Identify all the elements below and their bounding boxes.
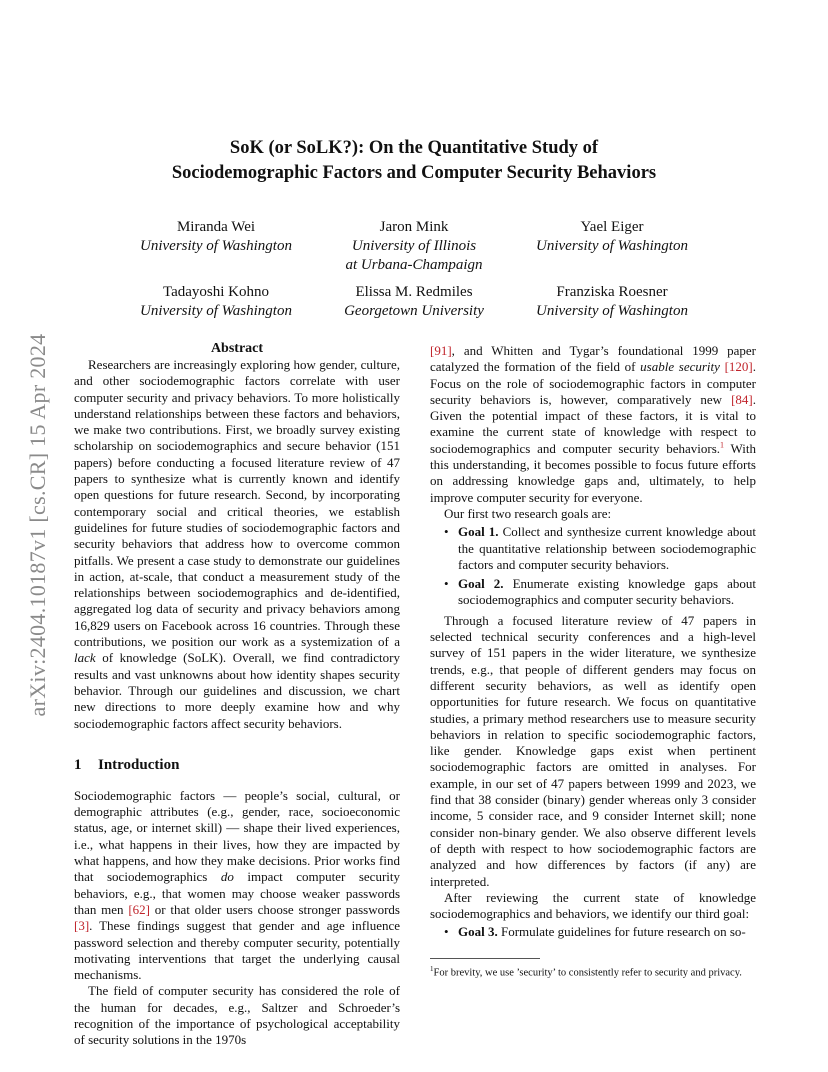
goal-item: • Goal 1. Collect and synthesize current knowledge about the quantitative relationship between sociodemographic factors and computer security behaviors. [444, 524, 756, 572]
title-line-1: SoK (or SoLK?): On the Quantitative Study of [229, 138, 599, 158]
section-heading-introduction [74, 756, 400, 774]
abstract-heading: Abstract [210, 341, 264, 356]
abstract-text: Researchers are increasingly exploring how gender, culture, and other sociodemographic factors correlate with user computer security and privacy behaviors. To more holistically understand relationships between these factors and behaviors, we make two contributions. First, we broadly survey existing scholarship on sociodemographics and secure behavior (151 papers) before conducting a focused literature review of 47 papers to synthesize what is currently known and identify open questions for future research. Second, by incorporating contemporary social and critical theories, we establish guidelines for future studies of sociodemographic factors and security behaviors that address how to overcome common pitfalls. We present a case study to demonstrate our guidelines in action, at-scale, that conduct a measurement study of the relationships between sociodemographics and de-identified, aggregated log data of security and privacy behaviors among 16,829 users on Facebook across 16 countries. Through these contributions, we position our work as a systemization of a [74, 357, 400, 650]
citation-link[interactable]: [120] [724, 359, 753, 375]
goal-text: Enumerate existing knowledge gaps about sociodemographics and computer security behaviors. [458, 576, 756, 608]
goal-item: • Goal 3. Formulate guidelines for future research on so- [444, 924, 746, 940]
text-run: . These findings suggest that gender and age influence password selection and thereby computer security, potentially motivating interventions that target the underlying causal mechanisms. [74, 918, 400, 983]
author-block [299, 283, 529, 321]
text-run: With this understanding, it becomes possible to focus future efforts on addressing knowledge gaps and, ultimately, to help improve computer security for everyone. [430, 440, 756, 505]
goals-list-2 [430, 924, 756, 940]
emphasis: do [220, 869, 234, 885]
intro-paragraph-2-start [74, 983, 400, 1048]
goals-list [430, 524, 756, 608]
intro-paragraph-2-cont [430, 343, 756, 506]
goal-label: Goal 3. [458, 924, 498, 940]
text-run: or that older users choose stronger passwords [149, 901, 400, 917]
intro-paragraph-1 [74, 788, 400, 984]
abstract-text-end: of knowledge (SoLK). Overall, we find contradictory results and vast unknowns about how identity shapes security behavior. Through our guidelines and discussion, we chart new directions to more deeply examine how and why sociodemographic factors affect security behaviors. [74, 650, 400, 731]
goal-text: Formulate guidelines for future research on so- [497, 924, 746, 940]
footnote-marker[interactable]: 1 [720, 440, 725, 450]
author-name: Elissa M. Redmiles [355, 284, 473, 300]
paper-title [120, 136, 708, 186]
abstract-paragraph [74, 357, 400, 732]
goal-label: Goal 2. [458, 576, 504, 592]
text-run: The field of computer security has considered the role of the human for decades, e.g., Saltzer and Schroeder’s recognition of the importance of psychological acceptability of security solutions in the 1970s [74, 983, 400, 1048]
goal-item: • Goal 2. Enumerate existing knowledge gaps about sociodemographics and computer security behaviors. [444, 576, 756, 608]
author-name: Miranda Wei [176, 219, 256, 235]
right-column [430, 343, 756, 945]
citation-link[interactable]: [3] [74, 918, 90, 934]
footnote [430, 963, 756, 980]
author-affiliation: University of Washington [140, 238, 292, 254]
citation-link[interactable]: [84] [731, 391, 753, 407]
author-name: Yael Eiger [580, 219, 644, 235]
author-affiliation: University of Washington [536, 303, 688, 319]
intro-paragraph-4: After reviewing the current state of knowledge sociodemographics and behaviors, we identify our third goal: [430, 889, 756, 922]
footnote-divider [430, 958, 540, 959]
footnote-text: For brevity, we use ’security’ to consistently refer to security and privacy. [433, 967, 742, 979]
intro-paragraph-3: Through a focused literature review of 47 papers in selected technical security conferences and a high-level survey of 151 papers in the wider literature, we synthesize trends, e.g., that people of different genders may focus on different security behaviors, as well as identify open opportunities for future research. We focus on quantitative studies, a primary method researchers use to measure security behaviors in relation to specific sociodemographic factors, like gender. Knowledge gaps exist when pertinent sociodemographic factors are omitted in analyses. For example, in our set of 47 papers between 1999 and 2023, we find that 38 consider (binary) gender whereas only 3 consider income, 5 consider race, and 9 consider Internet skill; none consider non-binary gender. We also observe different levels of depth with respect to how sociodemographic factors are analyzed and how differences by factors (if any) are interpreted. [430, 612, 756, 889]
title-line-2: Sociodemographic Factors and Computer Security Behaviors [171, 163, 657, 183]
left-column [74, 341, 400, 1049]
text-run: . Focus on the role of sociodemographic factors in computer security behaviors is, however, comparatively new [430, 359, 756, 407]
text-run: Sociodemographic factors — people’s social, cultural, or demographic attributes (e.g., gender, race, socioeconomic status, age, or internet skill) — shape their lived experiences, i.e., what happens in their lives, how they are impacted by what happens, and how they make decisions. Prior works find that sociodemographics [74, 787, 400, 885]
author-affiliation: University of Illinois [351, 238, 477, 254]
author-block [101, 283, 331, 321]
text-run: . Given the potential impact of these factors, it is vital to examine the current state of knowledge with respect to sociodemographics and computer security behaviors. [430, 391, 756, 456]
section-title: Introduction [98, 756, 180, 773]
author-affiliation-line2: at Urbana-Champaign [345, 257, 483, 273]
goal-text: Collect and synthesize current knowledge about the quantitative relationship between sociodemographic factors and computer security behaviors. [458, 524, 756, 572]
author-affiliation: University of Washington [140, 303, 292, 319]
author-block [497, 283, 727, 321]
author-block [299, 218, 529, 275]
goal-label: Goal 1. [458, 524, 499, 540]
arxiv-id: arXiv:2404.10187v1 [cs.CR] 15 Apr 2024 [25, 333, 50, 717]
goals-intro: Our first two research goals are: [444, 505, 612, 521]
author-block [497, 218, 727, 256]
abstract-emphasis: lack [74, 650, 96, 666]
author-block [101, 218, 331, 256]
citation-link[interactable]: [62] [128, 901, 150, 917]
text-run: , and Whitten and Tygar’s foundational 1999 paper catalyzed the formation of the field of [430, 343, 756, 375]
author-affiliation: Georgetown University [344, 303, 484, 319]
section-number: 1 [74, 756, 82, 773]
text-run: impact computer security behaviors, e.g., that women may choose weaker passwords than men [74, 869, 401, 917]
author-name: Franziska Roesner [556, 284, 668, 300]
author-affiliation: University of Washington [536, 238, 688, 254]
author-name: Tadayoshi Kohno [162, 284, 270, 300]
emphasis: usable security [640, 359, 720, 375]
footnote-number: 1 [430, 965, 434, 973]
author-name: Jaron Mink [379, 219, 449, 235]
citation-link[interactable]: [91] [430, 343, 452, 358]
arxiv-sidebar-stamp [22, 290, 54, 760]
